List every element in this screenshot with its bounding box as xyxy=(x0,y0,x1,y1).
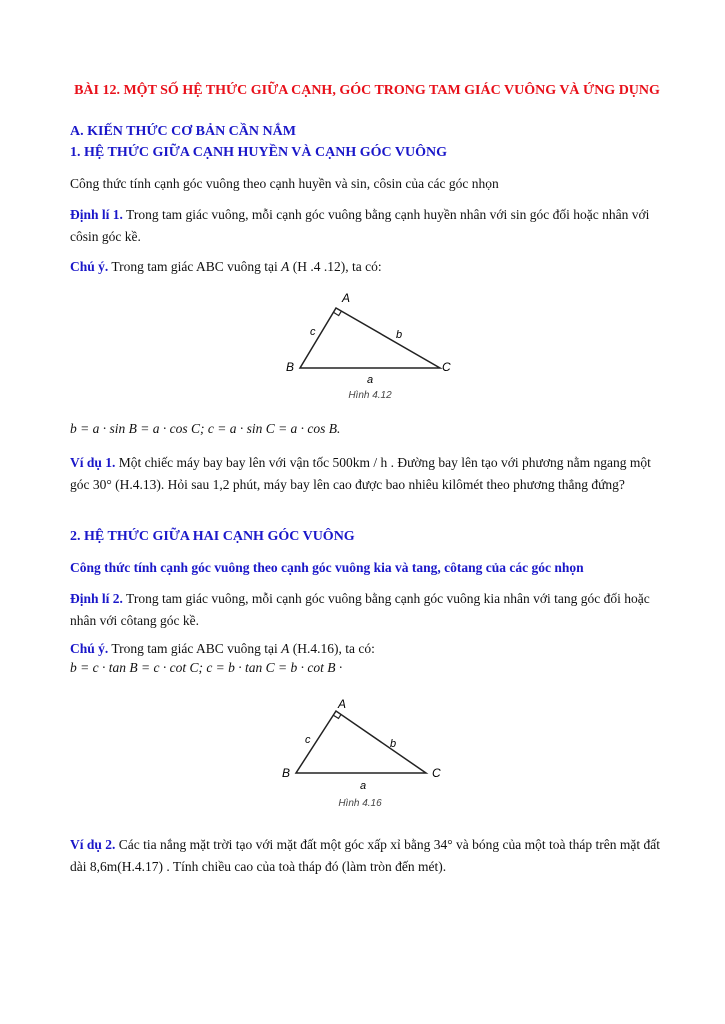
side-b-label: b xyxy=(396,329,403,341)
vertex-b-label-2: B xyxy=(282,766,291,780)
note-1-vertex: A xyxy=(281,259,290,274)
side-c-label: c xyxy=(310,326,316,338)
vertex-a-label-2: A xyxy=(338,697,347,711)
theorem-1 xyxy=(70,204,670,248)
example-2-text: Các tia nắng mặt trời tạo với mặt đất một góc xấp xỉ bằng 34° và bóng của một toà tháp trên mặt đất dài 8,6m(H.4.17) . Tính chiều cao của toà tháp đó (làm tròn đến mét). xyxy=(70,837,660,874)
figure-4-16 xyxy=(276,695,456,815)
note-1-label: Chú ý. xyxy=(70,259,109,274)
triangle-4-12 xyxy=(300,308,440,368)
right-angle-mark-2 xyxy=(333,714,341,718)
intro-2-text: Công thức tính cạnh góc vuông theo cạnh góc vuông kia và tang, côtang của các góc nhọn xyxy=(70,560,584,575)
note-2-text: Trong tam giác ABC vuông tại xyxy=(111,641,278,656)
note-1-text: Trong tam giác ABC vuông tại xyxy=(111,259,278,274)
triangle-4-16 xyxy=(296,711,426,773)
figure-4-12 xyxy=(280,288,460,408)
example-1 xyxy=(70,452,670,496)
side-c-label-2: c xyxy=(305,734,311,746)
lesson-title: BÀI 12. MỘT SỐ HỆ THỨC GIỮA CẠNH, GÓC TRONG TAM GIÁC VUÔNG VÀ ỨNG DỤNG xyxy=(74,83,660,98)
section-2-heading: 2. HỆ THỨC GIỮA HAI CẠNH GÓC VUÔNG xyxy=(70,529,355,544)
theorem-1-text: Trong tam giác vuông, mỗi cạnh góc vuông bằng cạnh huyền nhân với sin góc đối hoặc nhân với côsin góc kề. xyxy=(70,207,650,244)
formula-1: b = a · sin B = a · cos C; c = a · sin C = a · cos B. xyxy=(70,421,341,436)
vertex-c-label-2: C xyxy=(432,766,441,780)
note-1-ref: (H .4 .12), ta có: xyxy=(292,259,382,274)
example-2 xyxy=(70,834,670,878)
example-2-label: Ví dụ 2. xyxy=(70,837,116,852)
example-1-text: Một chiếc máy bay bay lên với vận tốc 500km / h . Đường bay lên tạo với phương nằm ngang một góc 30° (H.4.13). Hỏi sau 1,2 phút, máy bay lên cao được bao nhiêu kilômét theo phương thẳng đứng? xyxy=(70,455,651,492)
theorem-2-text: Trong tam giác vuông, mỗi cạnh góc vuông bằng cạnh góc vuông kia nhân với tang góc đối hoặc nhân với côtang góc kề. xyxy=(70,591,650,628)
vertex-b-label: B xyxy=(286,360,295,374)
example-1-label: Ví dụ 1. xyxy=(70,455,116,470)
figure-4-12-caption: Hình 4.12 xyxy=(348,390,392,401)
theorem-2 xyxy=(70,588,670,632)
theorem-1-label: Định lí 1. xyxy=(70,207,123,222)
section-a-heading: A. KIẾN THỨC CƠ BẢN CẦN NẮM xyxy=(70,124,296,139)
section-1-heading: 1. HỆ THỨC GIỮA CẠNH HUYỀN VÀ CẠNH GÓC VUÔNG xyxy=(70,145,447,160)
figure-4-16-caption: Hình 4.16 xyxy=(338,798,382,809)
side-a-label: a xyxy=(367,374,374,386)
formula-2: b = c · tan B = c · cot C; c = b · tan C = b · cot B · xyxy=(70,660,343,675)
note-2-label: Chú ý. xyxy=(70,641,109,656)
side-b-label-2: b xyxy=(390,738,397,750)
right-angle-mark xyxy=(333,311,341,315)
note-2-ref: (H.4.16), ta có: xyxy=(292,641,375,656)
side-a-label-2: a xyxy=(360,780,367,792)
note-1 xyxy=(70,256,670,278)
theorem-2-label: Định lí 2. xyxy=(70,591,123,606)
note-2-vertex: A xyxy=(281,641,290,656)
intro-1-text: Công thức tính cạnh góc vuông theo cạnh huyền và sin, côsin của các góc nhọn xyxy=(70,176,499,191)
vertex-c-label: C xyxy=(442,360,451,374)
vertex-a-label: A xyxy=(342,291,351,305)
